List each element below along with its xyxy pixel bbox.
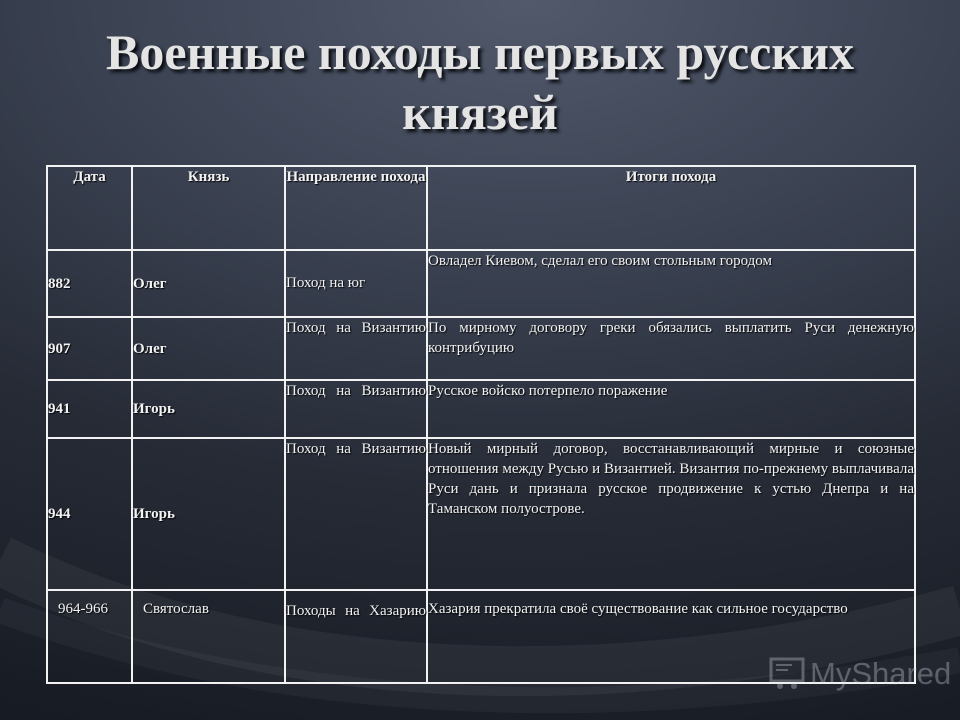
header-prince: Князь [132,166,285,250]
watermark-text: MyShared [810,656,952,691]
row-result: Русское войско потерпело поражение [427,380,915,438]
row-date: 882 [47,250,132,317]
row-prince: Олег [132,317,285,380]
row-result: По мирному договору греки обязались выплатить Руси денежную контрибуцию [427,317,915,380]
watermark [768,652,951,696]
header-result: Итоги похода [427,166,915,250]
row-prince: Святослав [132,590,285,683]
row-direction: Походы на Хазарию [285,590,427,683]
slide-title-line-2: князей [402,84,558,140]
row-direction: Поход на Византию [285,380,427,438]
row-result: Новый мирный договор, восстанавливающий мирные и союзные отношения между Русью и Византией. Византия по-прежнему выплачивала Руси дань и признала русское продвижение к устью Днепра и на Таманском полуострове. [427,438,915,590]
table-header-row [47,166,915,250]
table-row [47,250,915,317]
campaigns-table [46,165,916,684]
row-prince: Игорь [132,438,285,590]
table-row [47,380,915,438]
row-date: 964-966 [47,590,132,683]
row-result: Овладел Киевом, сделал его своим стольным городом [427,250,915,317]
row-result: Хазария прекратила своё существование как сильное государство [427,590,915,683]
slide-title-line-1: Военные походы первых русских [106,24,854,80]
row-date: 944 [47,438,132,590]
table-row [47,317,915,380]
row-direction: Поход на Византию [285,317,427,380]
row-prince: Олег [132,250,285,317]
row-direction: Поход на Византию [285,438,427,590]
slide-title [0,22,960,142]
row-date: 907 [47,317,132,380]
row-date: 941 [47,380,132,438]
table-row [47,438,915,590]
header-direction: Направление похода [285,166,427,250]
row-direction: Поход на юг [285,250,427,317]
classroom-board-icon [768,656,806,692]
header-date: Дата [47,166,132,250]
row-prince: Игорь [132,380,285,438]
